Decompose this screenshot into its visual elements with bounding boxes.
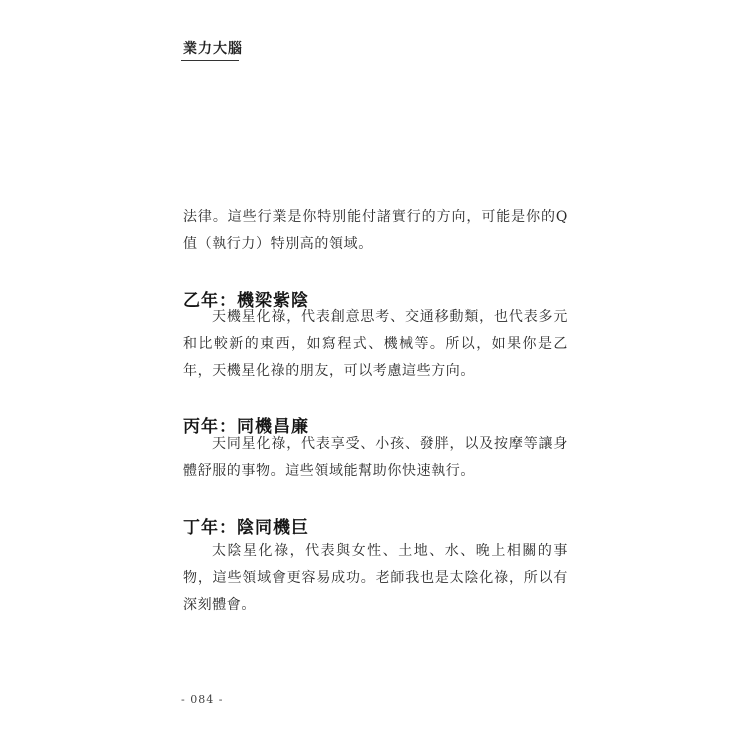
section-heading-ding: 丁年：陰同機巨 — [183, 518, 309, 538]
header-rule — [181, 60, 239, 61]
section-text-ding: 太陰星化祿，代表與女性、土地、水、晚上相關的事物，這些領域會更容易成功。老師我也是太陰化祿，所以有深刻體會。 — [183, 543, 568, 613]
section-heading-yi: 乙年：機梁紫陰 — [183, 291, 309, 311]
page-number: - 084 - — [181, 693, 224, 706]
section-body-ding — [183, 538, 568, 619]
section-body-yi — [183, 304, 568, 385]
intro-text: 法律。這些行業是你特別能付諸實行的方向，可能是你的Q值（執行力）特別高的領域。 — [183, 209, 568, 252]
intro-paragraph — [183, 204, 568, 258]
running-title: 業力大腦 — [183, 41, 243, 57]
section-text-yi: 天機星化祿，代表創意思考、交通移動類，也代表多元和比較新的東西，如寫程式、機械等。所以，如果你是乙年，天機星化祿的朋友，可以考慮這些方向。 — [183, 309, 568, 379]
section-text-bing: 天同星化祿，代表享受、小孩、發胖，以及按摩等讓身體舒服的事物。這些領域能幫助你快速執行。 — [183, 436, 568, 479]
section-heading-bing: 丙年：同機昌廉 — [183, 417, 309, 437]
section-body-bing — [183, 431, 568, 485]
